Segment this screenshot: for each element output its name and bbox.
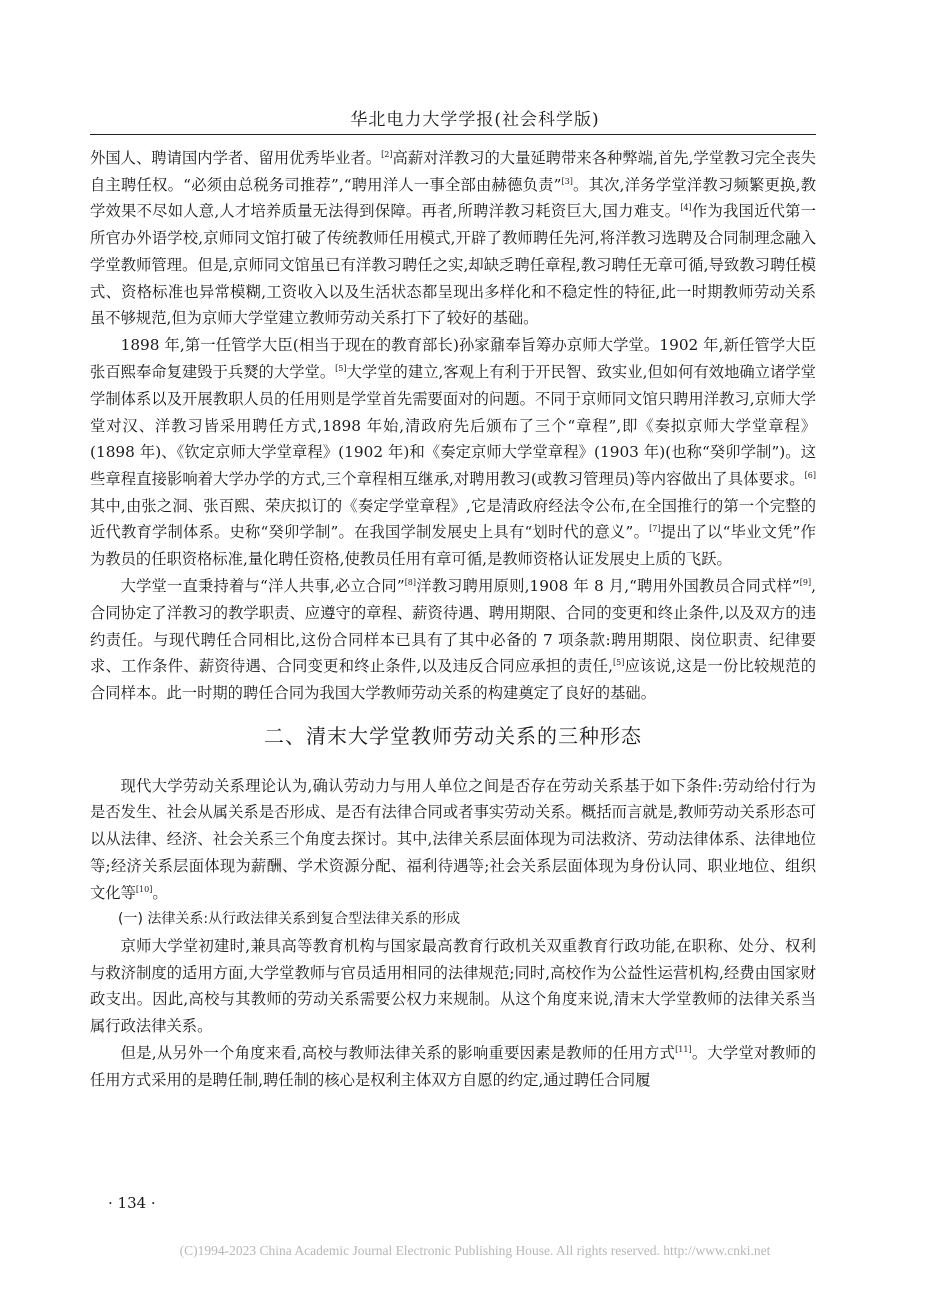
text-run: 外国人、聘请国内学者、留用优秀毕业者。 [90,149,382,167]
paragraph-5: 京师大学堂初建时,兼具高等教育机构与国家最高教育行政机关双重教育行政功能,在职称、处分、权利与救济制度的适用方面,大学堂教师与官员适用相同的法律规范;同时,高校作为公益性运营机构,经费由国家财政支出。因此,高校与其教师的劳动关系需要公权力来规制。从这个角度来说,清末大学堂教师的法律关系当属行政法律关系。 [90,936,816,1036]
citation[interactable]: [2] [381,149,393,159]
text-run: 大学堂的建立,客观上有利于开民智、致实业,但如何有效地确立诸学堂学制体系以及开展教职人员的任用则是学堂首先需要面对的问题。不同于京师同文馆只聘用洋教习,京师大学堂对汉、洋教习皆采用聘任方式,1898 年始,清政府先后颁布了三个“章程”,即《奏拟京师大学堂章程》(1898 年)、《钦定京师大学堂章程》(1902 年)和《奏定京师大学堂章程》(1903 年)(也称“癸卯学制”)。这些章程直接影响着大学办学的方式,三个章程相互继承,对聘用教习(或教习管理员)等内容做出了具体要求。 [90,363,816,488]
copyright-footer: (C)1994-2023 China Academic Journal Electronic Publishing House. All rights reserved. http://www.cnki.net [179,1243,771,1258]
citation[interactable]: [8] [404,578,417,588]
journal-header: 华北电力大学学报(社会科学版) [350,110,600,130]
text-run: 其中,由张之洞、张百熙、荣庆拟订的《奏定学堂章程》,它是清政府经法令公布,在全国推行的第一个完整的近代教育学制体系。史称“癸卯学制”。在我国学制发展史上具有“划时代的意义”。 [90,496,816,542]
header-rule [90,134,816,135]
citation[interactable]: [5] [335,364,347,374]
text-run: 应该说,这是一份比较规范的合同样本。此一时期的聘任合同为我国大学教师劳动关系的构建奠定了良好的基础。 [90,657,816,703]
text-run: 洋教习聘用原则,1908 年 8 月,“聘用外国教员合同式样” [416,577,800,596]
citation[interactable]: [11] [675,1045,692,1055]
text-run: 。其次,洋务学堂洋教习频繁更换,教学效果不尽如人意,人才培养质量无法得到保障。再者,所聘洋教习耗资巨大,国力难支。 [90,175,816,221]
paragraph-3 [90,573,816,707]
paragraph-4 [90,773,816,907]
citation[interactable]: [4] [680,203,692,213]
text-run: 大学堂一直秉持着与“洋人共事,必立合同” [120,577,405,596]
text-run: ,合同协定了洋教习的教学职责、应遵守的章程、薪资待遇、聘用期限、合同的变更和终止条件,以及双方的违约责任。与现代聘任合同相比,这份合同样本已具有了其中必备的 7 项条款:聘用期限、岗位职责、纪律要求、工作条件、薪资待遇、合同变更和终止条件,以及违反合同应承担的责任, [90,577,816,676]
citation[interactable]: [6] [804,470,816,480]
text-run: 高薪对洋教习的大量延聘带来各种弊端,首先,学堂教习完全丧失自主聘任权。“必须由总税务司推荐”,“聘用洋人一事全部由赫德负责” [90,149,816,194]
paragraph-6 [90,1040,816,1093]
text-run: 。大学堂对教师的任用方式采用的是聘任制,聘任制的核心是权利主体双方自愿的约定,通过聘任合同履 [90,1044,816,1089]
text-run: 提出了以“毕业文凭”作为教员的任职资格标准,量化聘任资格,使教员任用有章可循,是教师资格认证发展史上质的飞跃。 [90,523,816,569]
citation[interactable]: [5] [612,658,625,668]
citation[interactable]: [3] [561,176,573,186]
text-run: 但是,从另外一个角度来看,高校与教师法律关系的影响重要因素是教师的任用方式 [120,1044,676,1063]
paragraph-1 [90,145,816,332]
page-number: · 134 · [108,1194,156,1212]
subsection-heading: (一) 法律关系:从行政法律关系到复合型法律关系的形成 [118,911,461,928]
citation[interactable]: [10] [135,884,153,894]
article-body [90,145,816,1094]
text-run: 作为我国近代第一所官办外语学校,京师同文馆打破了传统教师任用模式,开辟了教师聘任先河,将洋教习选聘及合同制理念融入学堂教师管理。但是,京师同文馆虽已有洋教习聘任之实,却缺乏聘任章程,教习聘任无章可循,导致教习聘任模式、资格标准也异常模糊,工资收入以及生活状态都呈现出多样化和不稳定性的特征,此一时期教师劳动关系虽不够规范,但为京师大学堂建立教师劳动关系打下了较好的基础。 [90,202,816,328]
citation[interactable]: [7] [649,524,661,534]
text-run: 。 [152,883,168,902]
text-run: 现代大学劳动关系理论认为,确认劳动力与用人单位之间是否存在劳动关系基于如下条件:劳动给付行为是否发生、社会从属关系是否形成、是否有法律合同或者事实劳动关系。概括而言就是,教师劳动关系形态可以从法律、经济、社会关系三个角度去探讨。其中,法律关系层面体现为司法救济、劳动法律体系、法律地位等;经济关系层面体现为薪酬、学术资源分配、福利待遇等;社会关系层面体现为身份认同、职业地位、组织文化等 [90,776,816,902]
paragraph-2 [90,332,816,572]
citation[interactable]: [9] [799,578,812,588]
text-run: 1898 年,第一任管学大臣(相当于现在的教育部长)孙家鼐奉旨筹办京师大学堂。1902 年,新任管学大臣张百熙奉命复建毁于兵燹的大学堂。 [90,336,816,382]
section-title: 二、清末大学堂教师劳动关系的三种形态 [264,723,642,748]
